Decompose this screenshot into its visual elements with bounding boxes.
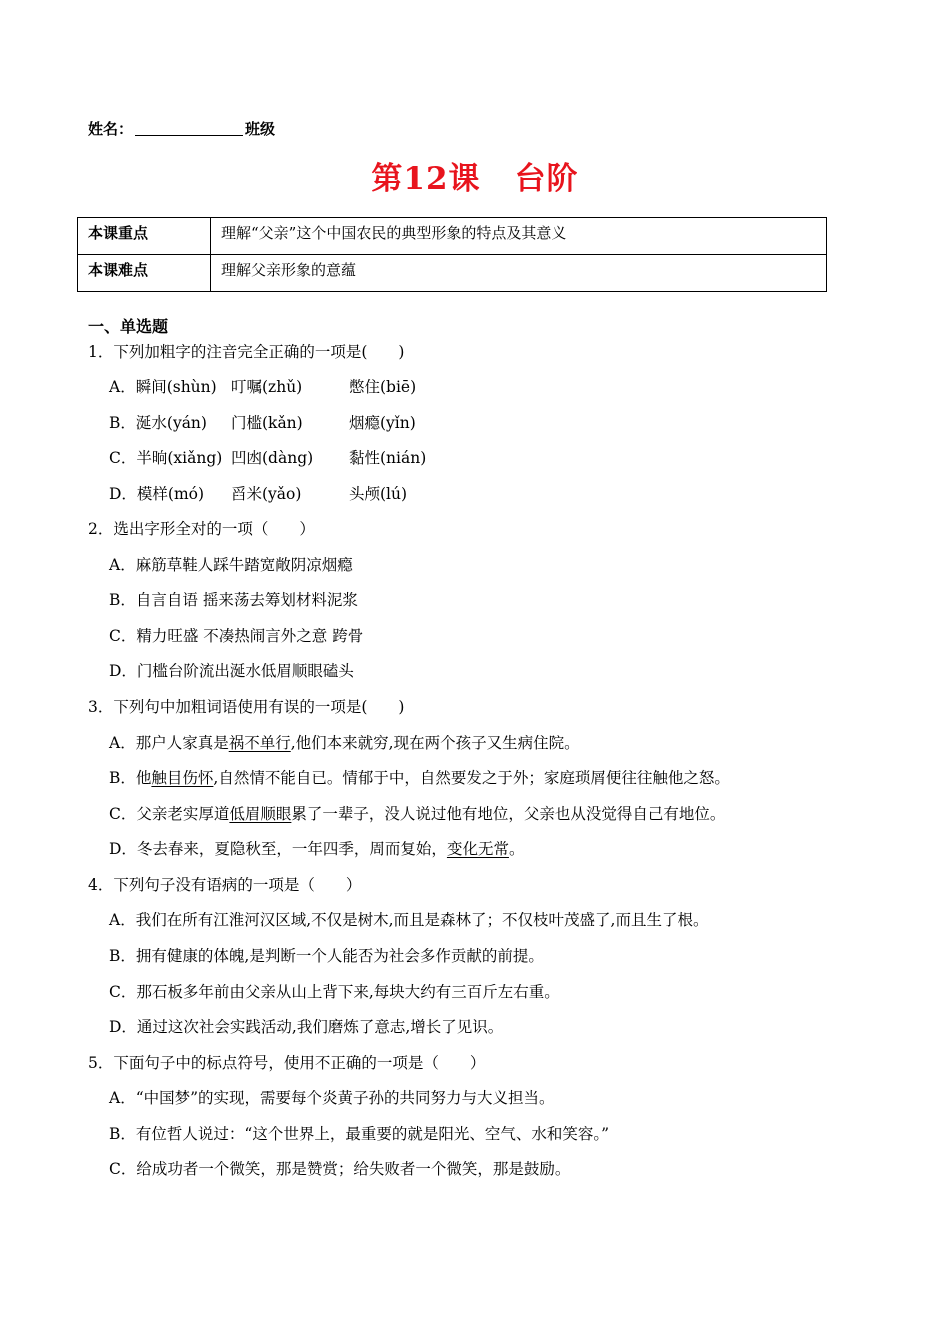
option-text: 烟瘾(yǐn) — [349, 414, 416, 432]
question-5-option-c[interactable]: C．给成功者一个微笑，那是赞赏；给失败者一个微笑，那是鼓励。 — [109, 1160, 571, 1178]
option-text: B．涎水(yán) — [109, 414, 207, 432]
question-2-option-b[interactable]: B．自言自语 摇来荡去筹划材料泥浆 — [109, 591, 358, 609]
key-point-value: 理解“父亲”这个中国农民的典型形象的特点及其意义 — [211, 218, 827, 255]
option-text: C．半晌(xiǎng) — [109, 449, 223, 467]
lesson-info-table — [77, 217, 827, 292]
question-3-option-b[interactable] — [109, 766, 730, 788]
option-text: 黏性(nián) — [349, 449, 427, 467]
option-text: 。 — [508, 840, 525, 858]
underlined-term: 变化无常 — [446, 840, 509, 858]
option-text: A．那户人家真是 — [109, 734, 229, 752]
difficulty-label: 本课难点 — [78, 255, 211, 292]
option-text: C．父亲老实厚道 — [109, 805, 230, 823]
option-text: 舀米(yǎo) — [231, 485, 302, 503]
question-1-option-c[interactable] — [109, 446, 426, 468]
section-heading: 一、单选题 — [88, 317, 169, 336]
table-row — [78, 218, 827, 255]
option-text: 憋住(biē) — [349, 378, 417, 396]
class-label: 班级 — [245, 120, 276, 138]
question-4-option-b[interactable]: B．拥有健康的体魄,是判断一个人能否为社会多作贡献的前提。 — [109, 947, 544, 965]
underlined-term: 祸不单行 — [228, 734, 291, 752]
name-blank[interactable] — [135, 121, 243, 136]
name-class-line — [88, 118, 275, 139]
option-text: ,他们本来就穷,现在两个孩子又生病住院。 — [290, 734, 580, 752]
underlined-term: 低眉顺眼 — [229, 805, 292, 823]
question-1-option-b[interactable] — [109, 411, 416, 433]
option-text: A．瞬间(shùn) — [109, 378, 217, 396]
option-text: D．模样(mó) — [109, 485, 205, 503]
name-label: 姓名： — [88, 120, 134, 138]
question-4-option-d[interactable]: D．通过这次社会实践活动,我们磨炼了意志,增长了见识。 — [109, 1018, 504, 1036]
page-title — [0, 153, 950, 198]
option-text: B．他 — [109, 769, 152, 787]
question-5-option-a[interactable]: A．“中国梦”的实现，需要每个炎黄子孙的共同努力与大义担当。 — [109, 1089, 555, 1107]
question-4-option-a[interactable]: A．我们在所有江淮河汉区域,不仅是树木,而且是森林了；不仅枝叶茂盛了,而且生了根。 — [109, 911, 709, 929]
question-3-stem: 3．下列句中加粗词语使用有误的一项是( ) — [88, 698, 405, 716]
option-text: ,自然情不能自已。情郁于中，自然要发之于外；家庭琐屑便往往触他之怒。 — [213, 769, 730, 787]
question-1-stem: 1．下列加粗字的注音完全正确的一项是( ) — [88, 343, 405, 361]
option-text: 头颅(lú) — [349, 485, 408, 503]
option-text: 累了一辈子，没人说过他有地位，父亲也从没觉得自己有地位。 — [291, 805, 726, 823]
question-3-option-c[interactable] — [109, 802, 725, 824]
option-text: D．冬去春来，夏隐秋至，一年四季，周而复始， — [109, 840, 447, 858]
question-2-option-c[interactable]: C．精力旺盛 不凑热闹言外之意 跨骨 — [109, 627, 364, 645]
underlined-term: 触目伤怀 — [151, 769, 214, 787]
question-5-stem: 5．下面句子中的标点符号，使用不正确的一项是（ ） — [88, 1054, 486, 1072]
option-text: 叮嘱(zhǔ) — [231, 378, 303, 396]
table-row — [78, 255, 827, 292]
question-1-option-a[interactable] — [109, 375, 416, 397]
question-4-option-c[interactable]: C．那石板多年前由父亲从山上背下来,每块大约有三百斤左右重。 — [109, 983, 560, 1001]
lesson-name: 台阶 — [514, 161, 579, 197]
question-2-stem: 2．选出字形全对的一项（ ） — [88, 520, 315, 538]
key-point-label: 本课重点 — [78, 218, 211, 255]
option-text: 门槛(kǎn) — [231, 414, 303, 432]
difficulty-value: 理解父亲形象的意蕴 — [211, 255, 827, 292]
question-2-option-a[interactable]: A．麻筋草鞋人踩牛踏宽敞阴凉烟瘾 — [109, 556, 353, 574]
question-5-option-b[interactable]: B．有位哲人说过：“这个世界上，最重要的就是阳光、空气、水和笑容。” — [109, 1125, 609, 1143]
question-1-option-d[interactable] — [109, 482, 407, 504]
option-text: 凹凼(dàng) — [231, 449, 314, 467]
question-3-option-d[interactable] — [109, 837, 524, 859]
lesson-number: 第12课 — [371, 161, 481, 197]
question-3-option-a[interactable] — [109, 731, 580, 753]
question-4-stem: 4．下列句子没有语病的一项是（ ） — [88, 876, 362, 894]
question-2-option-d[interactable]: D．门槛台阶流出涎水低眉顺眼磕头 — [109, 662, 354, 680]
